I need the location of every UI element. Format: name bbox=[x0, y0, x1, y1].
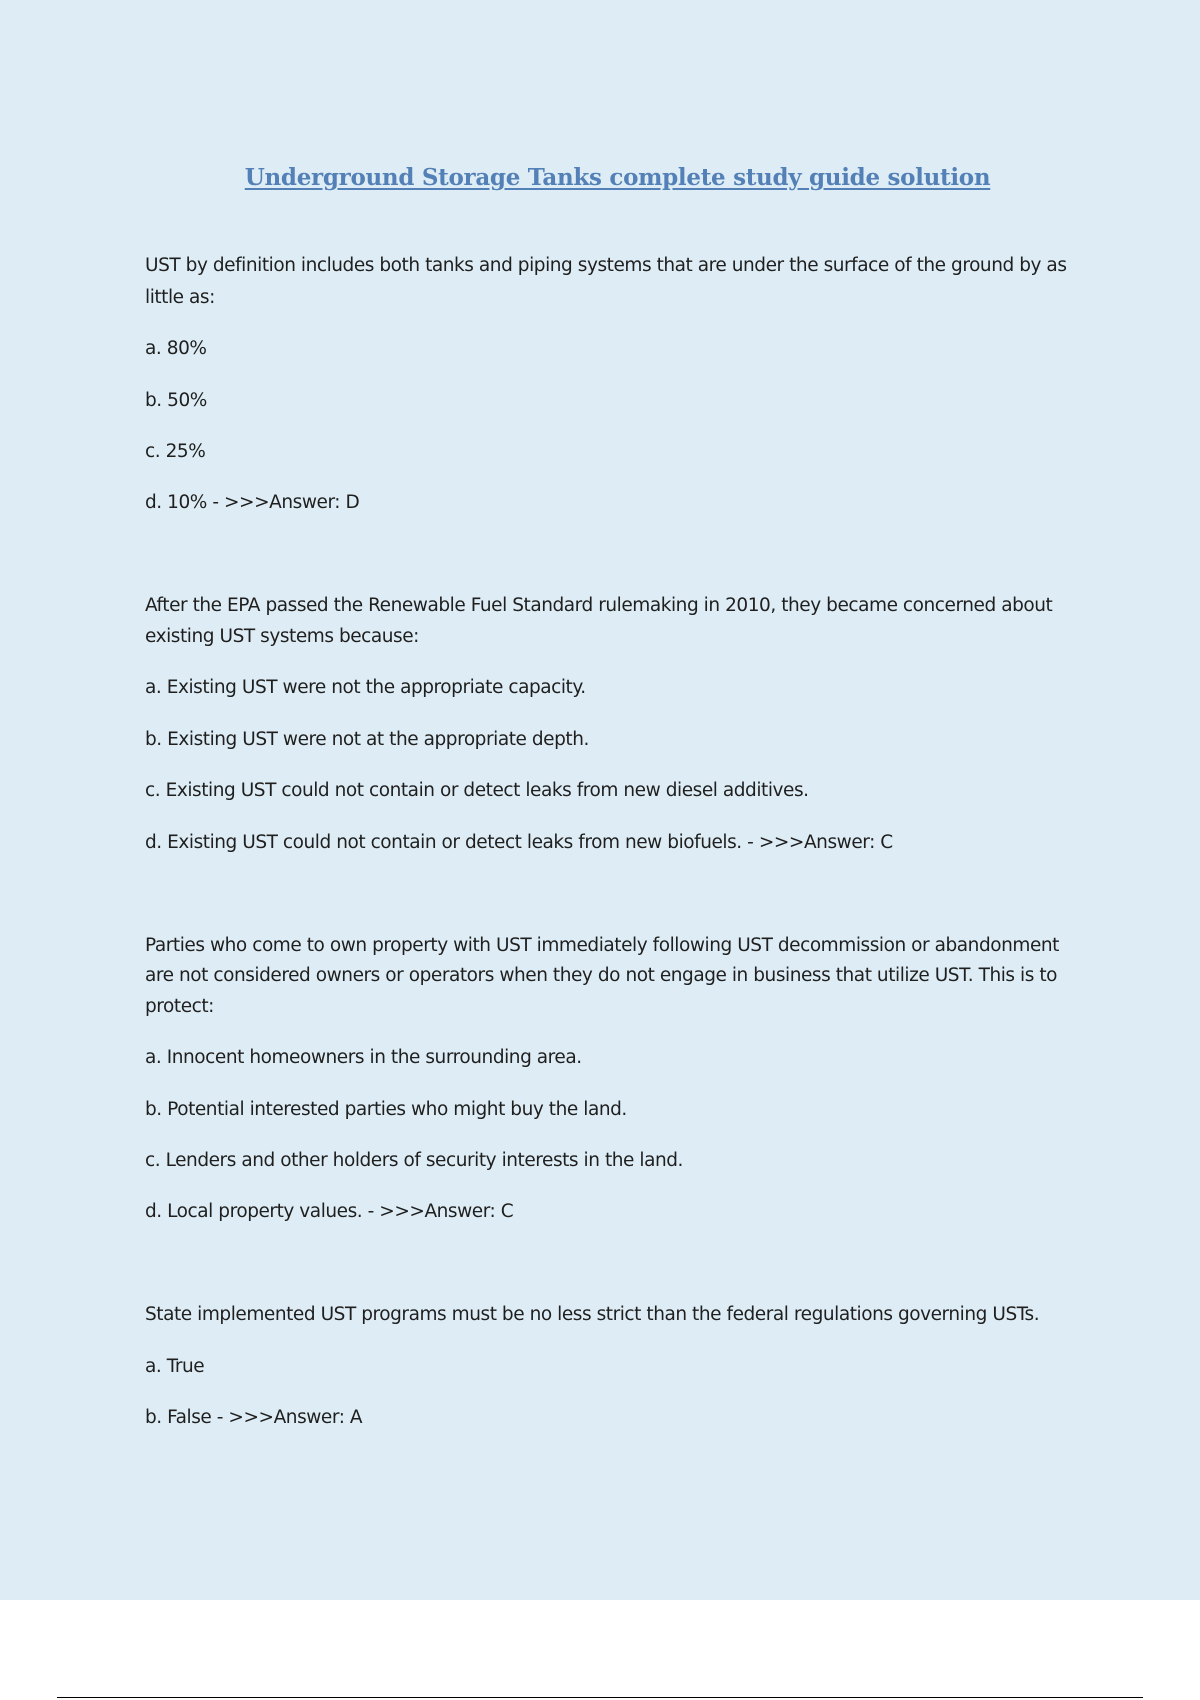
question-1-option-a: a. 80% bbox=[145, 338, 207, 359]
document-title: Underground Storage Tanks complete study guide solution bbox=[244, 164, 991, 191]
question-2-option-c: c. Existing UST could not contain or detect leaks from new diesel additives. bbox=[145, 780, 809, 801]
question-1-text-line-1: UST by definition includes both tanks and piping systems that are under the surface of the ground by as bbox=[145, 255, 1067, 276]
question-1-option-c: c. 25% bbox=[145, 441, 206, 462]
question-2-text-line-1: After the EPA passed the Renewable Fuel Standard rulemaking in 2010, they became concerned about bbox=[145, 595, 1053, 616]
question-4-option-b-answer: b. False - >>>Answer: A bbox=[145, 1407, 363, 1428]
question-2-option-d-answer: d. Existing UST could not contain or detect leaks from new biofuels. - >>>Answer: C bbox=[145, 832, 893, 853]
question-3-option-b: b. Potential interested parties who might buy the land. bbox=[145, 1099, 627, 1120]
question-3-text-line-1: Parties who come to own property with UST immediately following UST decommission or abandonment bbox=[145, 935, 1059, 956]
question-1-option-d-answer: d. 10% - >>>Answer: D bbox=[145, 492, 360, 513]
question-1-option-b: b. 50% bbox=[145, 390, 207, 411]
question-2-text-line-2: existing UST systems because: bbox=[145, 626, 419, 647]
question-3-option-a: a. Innocent homeowners in the surrounding area. bbox=[145, 1047, 582, 1068]
footer-divider bbox=[57, 1697, 1143, 1698]
question-1-text-line-2: little as: bbox=[145, 287, 215, 308]
question-3-option-d-answer: d. Local property values. - >>>Answer: C bbox=[145, 1201, 514, 1222]
question-2-option-a: a. Existing UST were not the appropriate capacity. bbox=[145, 677, 586, 698]
question-3-text-line-2: are not considered owners or operators when they do not engage in business that utilize UST. This is to bbox=[145, 965, 1058, 986]
question-3-text-line-3: protect: bbox=[145, 996, 214, 1017]
question-3-option-c: c. Lenders and other holders of security interests in the land. bbox=[145, 1150, 683, 1171]
question-4-text-line-1: State implemented UST programs must be no less strict than the federal regulations governing USTs. bbox=[145, 1304, 1040, 1325]
question-2-option-b: b. Existing UST were not at the appropriate depth. bbox=[145, 729, 589, 750]
question-4-option-a: a. True bbox=[145, 1356, 205, 1377]
